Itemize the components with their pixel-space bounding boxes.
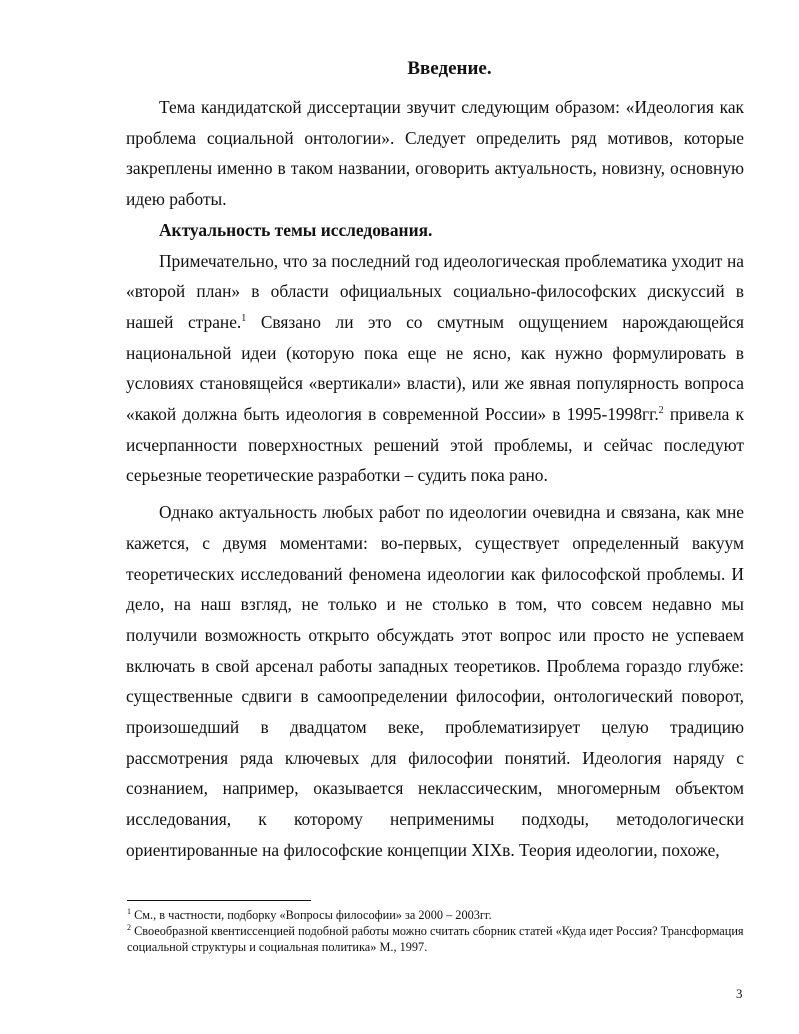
- footnote-ref-2: 2: [658, 405, 664, 417]
- section-subheading: Актуальность темы исследования.: [159, 219, 433, 240]
- relevance-paragraph: [126, 246, 744, 492]
- page-heading: Введение.: [407, 58, 492, 79]
- footnote-1: [127, 907, 747, 923]
- relevance-text-part-1: Примечательно, что за последний год идеологическая проблематика уходит на «второй план» в области официальных социально-философских дискуссий в нашей стране.: [126, 250, 744, 332]
- relevance-text-part-2: Связано ли это со смутным ощущением нарождающейся национальной идеи (которую пока еще не ясно, как нужно формулировать в условиях становящейся «вертикали» власти), или же явная популярность вопроса «какой должна быть идеология в современной России» в 1995-1998гг.: [126, 311, 744, 425]
- footnote-2-number: 2: [127, 923, 131, 932]
- intro-paragraph: Тема кандидатской диссертации звучит следующим образом: «Идеология как проблема социальной онтологии». Следует определить ряд мотивов, которые закреплены именно в таком названии, оговорить актуальность, новизну, основную идею работы.: [126, 97, 744, 210]
- footnote-1-number: 1: [127, 907, 131, 916]
- relevance-text-part-3: привела к исчерпанности поверхностных решений этой проблемы, и сейчас последуют серьезные теоретические разработки – судить пока рано.: [126, 404, 744, 486]
- page-number: 3: [736, 986, 743, 1001]
- footnote-ref-1: 1: [241, 312, 247, 324]
- footnote-2: [127, 923, 747, 955]
- footnote-1-text: См., в частности, подборку «Вопросы философии» за 2000 – 2003гг.: [131, 908, 492, 922]
- footnote-divider: [127, 900, 311, 901]
- footnotes: [127, 907, 747, 955]
- body-text: [126, 92, 744, 866]
- actuality-paragraph: Однако актуальность любых работ по идеологии очевидна и связана, как мне кажется, с двумя моментами: во-первых, существует определенный вакуум теоретических исследований феномена идеологии как философской проблемы. И дело, на наш взгляд, не только и не столько в том, что совсем недавно мы получили возможность открыто обсуждать этот вопрос или просто не успеваем включать в свой арсенал работы западных теоретиков. Проблема гораздо глубже: существенные сдвиги в самоопределении философии, онтологический поворот, произошедший в двадцатом веке, проблематизирует целую традицию рассмотрения ряда ключевых для философии понятий. Идеология наряду с сознанием, например, оказывается неклассическим, многомерным объектом исследования, к которому неприменимы подходы, методологически ориентированные на философские концепции XIXв. Теория идеологии, похоже,: [126, 502, 744, 860]
- footnote-2-text: Своеобразной квентиссенцией подобной работы можно считать сборник статей «Куда идет Россия? Трансформация социальной структуры и социальная политика» М., 1997.: [127, 924, 744, 954]
